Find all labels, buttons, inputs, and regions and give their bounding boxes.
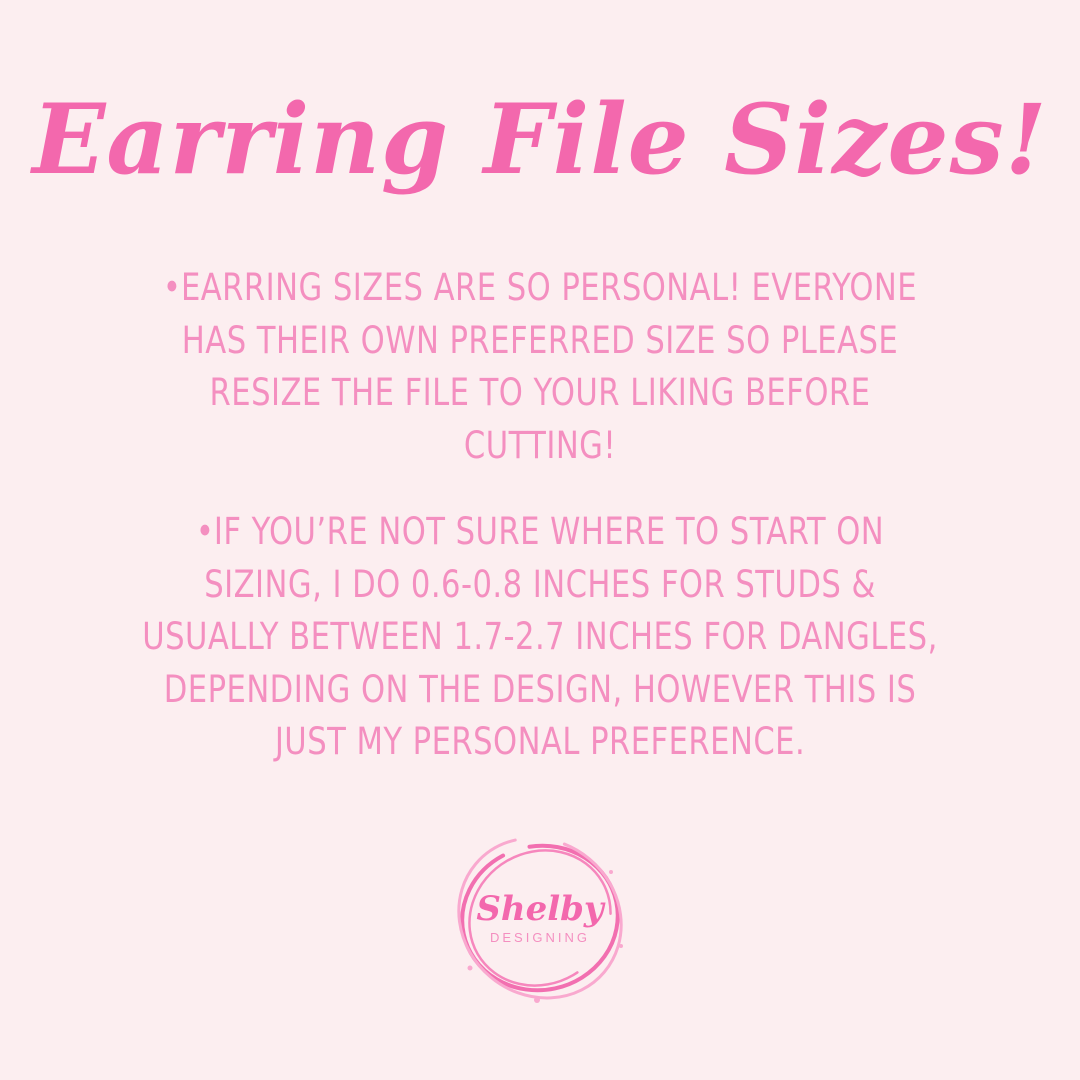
circle-brush-stroke-icon [425,828,655,1008]
list-item [135,506,945,769]
bullet-marker: • [195,510,214,554]
brand-logo [425,828,655,1008]
page-title: Earring File Sizes! [32,83,1048,196]
bullet-marker: • [162,266,181,309]
list-item [135,262,945,472]
logo-subtitle: DESIGNING [490,929,590,945]
list-item-text: EARRING SIZES ARE SO PERSONAL! EVERYONE HAS THEIR OWN PREFERRED SIZE SO PLEASE RESIZE THE FILE TO YOUR LIKING BEFORE CUTTING! [180,266,918,467]
logo-name: Shelby [476,888,604,929]
list-item-text: IF YOU’RE NOT SURE WHERE TO START ON SIZING, I DO 0.6-0.8 INCHES FOR STUDS & USUALLY BETWEEN 1.7-2.7 INCHES FOR DANGLES, DEPENDING ON THE DESIGN, HOWEVER THIS IS JUST MY PERSONAL PREFERENCE. [142,510,938,764]
bullet-list [100,262,980,769]
